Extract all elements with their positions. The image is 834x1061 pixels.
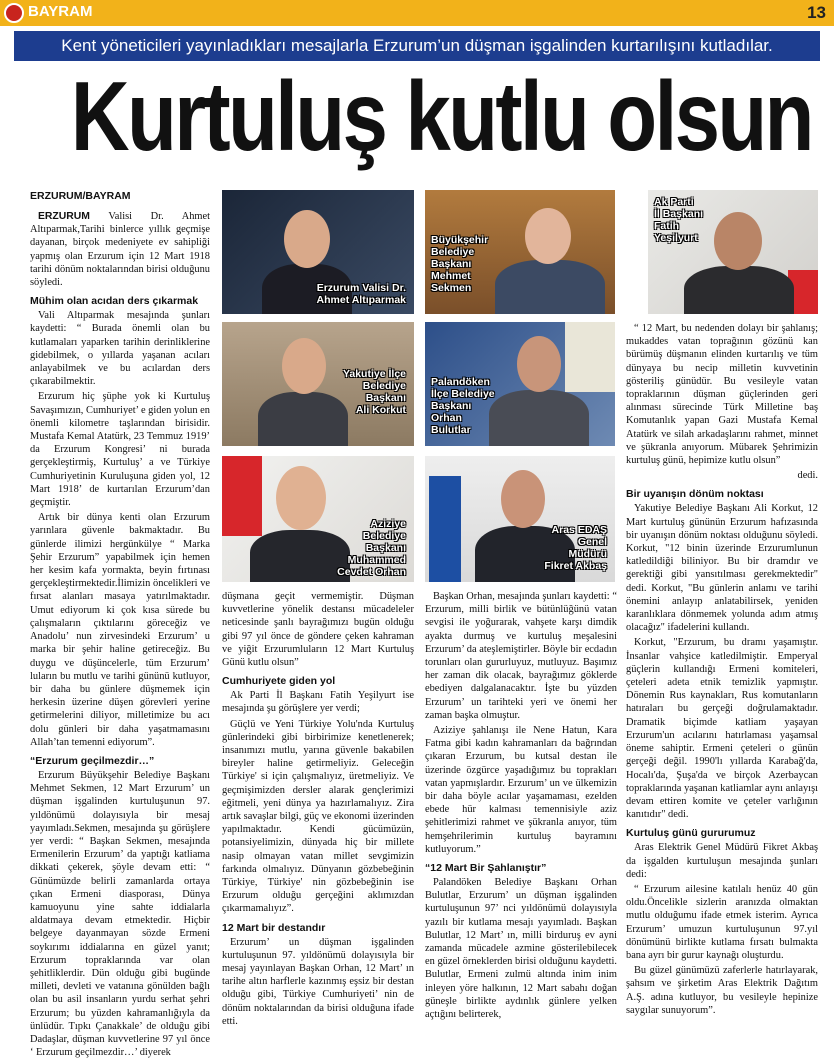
- subheading: Cumhuriyete giden yol: [222, 675, 336, 688]
- paragraph: “ Erzurum ailesine katılalı henüz 40 gün oldu.Öncelikle sizlerin aranızda olmaktan mutlu olduğumu ifade etmek isterim. Ayrıca Erzurum’ umuzun kurtuluşunun 97.yıl dönümünü birlikte kutlama fırsatı bulmakta bana ayrı bir gurur kaynağı oluşturdu.: [626, 883, 818, 961]
- photo-caption: Erzurum Valisi Dr. Ahmet Altıparmak: [316, 282, 406, 306]
- paragraph: “ 12 Mart, bu nedenden dolayı bir şahlanış; mukaddes vatan toprağının gözünü kan bürümüş düşmanın elinden kurtarılış ve tüm dünyaya bu necip milletin kuvvetinin gösteriliş günüdür. Bu vesileyle vatan topraklarının düşman güçlerinden geri alınması sürecinde Türk Milletine baş Komutanlık yapan Gazi Mustafa Kemal Atatürk ve silah arkadaşlarını rahmet, minnet ve şükranla anıyorum. Mübarek Şehrimizin kurtuluş günü, hepimize kutlu olsun”: [626, 323, 818, 467]
- subheading: 12 Mart bir destandır: [222, 921, 326, 934]
- article-column-3: [425, 590, 617, 1023]
- paragraph: Ak Parti İl Başkanı Fatih Yeşilyurt ise mesajında şu görüşlere yer verdi;: [222, 690, 414, 715]
- paragraph: Aziziye şahlanışı ile Nene Hatun, Kara Fatma gibi kadın kahramanları da bağrından çıkaran Erzurum, bu kutsal destan ile üzerinde özgürce yaşadığımız bu toprakları vatan yapmışlardır. Erzurum’ un ve ülkemizin bir daha böyle acılar yaşamaması, ezelden ebede hür kalması temennisiyle aziz şehitlerimizi rahmet ve şükranla anıyor, tüm hemşehrilerimin kurtuluş bayramını kutluyorum.”: [425, 725, 617, 855]
- article-column-2: [222, 590, 414, 1030]
- subheading: Mühim olan acıdan ders çıkarmak: [30, 295, 199, 308]
- headline: Kurtuluş kutlu olsun: [70, 61, 812, 171]
- photo-caption: Aziziye Belediye Başkanı Muhammed Cevdet Orhan: [337, 518, 406, 578]
- photo-aziziye-mayor: [222, 456, 414, 582]
- strapline-text: Kent yöneticileri yayınladıkları mesajlarla Erzurum’un düşman işgalinden kurtarılışını kutladılar.: [61, 36, 773, 55]
- photo-party-chairman: [648, 190, 818, 314]
- photo-caption: Büyükşehir Belediye Başkanı Mehmet Sekmen: [431, 234, 489, 294]
- photo-caption: Yakutiye İlçe Belediye Başkanı Ali Korkut: [342, 368, 406, 416]
- newspaper-logo-icon: [4, 3, 24, 23]
- lead-paragraph: [30, 210, 210, 289]
- paragraph: Yakutiye Belediye Başkanı Ali Korkut, 12 Mart kurtuluş gününün Erzurum hafızasında bir uyanışın dönüm noktası olduğunu söyledi. Korkut, "12 binin üzerinde Erzurumlunun katledildiği biliniyor. Bu bir dramdır ve gerektiği gibi yansıtılması gerekmektedir" dedi. Korkut, "Bu günlerin anlamı ve tarihi önemini anlayıp anlatabilirsek, yeniden karanlıklara dönmemek yolunda adım atmış olacağız" ifadelerini kullandı.: [626, 503, 818, 634]
- subheading: Kurtuluş günü gururumuz: [626, 827, 756, 840]
- subheading: “Erzurum geçilmezdir…”: [30, 754, 155, 767]
- paragraph: Erzurum Büyükşehir Belediye Başkanı Mehmet Sekmen, 12 Mart Erzurum’ un düşman işgalinden kurtuluşunun 97. yıldönümü dolayısıyla bir mesaj yayımladı.Sekmen, mesajında şu görüşlere yer verdi: “ Başkan Sekmen, mesajında Ermenilerin Erzurum’ da yaptığı katliama dikkati çekerek, şöyle devam etti: “ Günümüzde belirli zamanlarda ortaya çıkan Ermeni diasporası, Dünya kamuoyunu yine sahte iddialarla aldatmaya devam etmektedir. Hiçbir belgeye dayanmayan sözde Ermeni soykırımı iddialarına en güzel yanıt; Erzurum topraklarında var olan şehitliklerdir. Dün olduğu gibi bugünde milleti, devleti ve vatanına gönülden bağlı olan bu asil insanların yurdu serhat şehri Erzurum; bu yüzden kahramanlığıyla da ünlüdür. Tıpkı Çanakkale’ de olduğu gibi Dadaşlar, düşman kuvvetlerine 97 yıl önce ‘ Erzurum geçilmezdir…’ diyerek: [30, 769, 210, 1059]
- photo-aras-edas-manager: [425, 456, 615, 582]
- lead-text: Valisi Dr. Ahmet Altıparmak,Tarihi binlerce yıllık geçmişe dayanan, birçok medeniyete ev sahipliği yapmış olan Erzurum için 12 Mart 1918 tarihi dönüm noktalarından birisi olduğunu söyledi.: [30, 211, 210, 289]
- page-number: 13: [807, 3, 826, 22]
- subheading: “12 Mart Bir Şahlanıştır”: [425, 862, 547, 875]
- paragraph: Güçlü ve Yeni Türkiye Yolu'nda Kurtuluş günlerindeki gibi birbirimize kenetlenerek; insanımızı mutlu, yarına güvenle bakabilen bireyler haline getirmeliyiz. Geleceğin Türkiye' si için çalışmalıyız, üretmeliyiz. Ve geçmişimizden dersler alarak gençlerimizi eğitmeli, yeni dünya ya hazırlamalıyız. Zira artık savaşlar bilgi, güç ve ekonomi üzerinden yapılmaktadır. Kendi gücümüzün, potansiyelimizin, dünyada hiç bir millete nasip olmayan vatan millet sevgimizin farkında olmalıyız. Dünyanın gözbebeğinin Türkiye, Türkiye' nin gözbebeğinin ise Erzurum olduğu gerçeğini aklımızdan çıkarmamalıyız”.: [222, 718, 414, 915]
- article-column-1: [30, 190, 210, 1061]
- photo-governor: [222, 190, 414, 314]
- photo-caption: Ak Parti İl Başkanı Fatih Yeşilyurt: [654, 196, 704, 244]
- section-name: BAYRAM: [28, 3, 93, 20]
- paragraph: Erzurum hiç şüphe yok ki Kurtuluş Savaşımızın, Cumhuriyet’ e giden yolun en önemli kilometre taşlarından birisidir. Mustafa Kemal Atatürk, 23 Temmuz 1919’ da Erzurum Kongresi’ ni burada gerçekleştirmiş, Kurtuluş’ a ve Türkiye Cumhuriyetinin Kuruluşuna giden yol, 12 Mart 1918’ de kurtarılan Erzurum’dan geçmiştir.: [30, 391, 210, 509]
- photo-caption: Palandöken İlçe Belediye Başkanı Orhan Bulutlar: [431, 376, 495, 436]
- subheading: Bir uyanışın dönüm noktası: [626, 488, 764, 501]
- paragraph: Korkut, "Erzurum, bu dramı yaşamıştır. İnsanlar vahşice katledilmiştir. Emperyal güçlerin kullandığı Ermeni komiteleri, çeteleri adeta etnik temizlik yapmıştır. Dönemin Rus kaynakları, Rus komutanların hatıraları bu gerçeği doğrulamaktadır. Dramatik biçimde katliam yaşayan Erzurum'un acılarını hatırlaması yaşamsal önemе sahiptir. Ermeni çeteleri o günün gerçeği değil. 1990'lı yıllarda Karabağ'da, Hocalı'da, Şuşa'da ve birçok Azerbaycan topraklarında yaşanan katliamlar aynı anlayışı devam ettiren komite ve çeteler varlığının kanıtıdır" dedi.: [626, 637, 818, 821]
- paragraph: Erzurum’ un düşman işgalinden kurtuluşunun 97. yıldönümü dolayısıyla bir mesaj yayınlayan Başkan Orhan, 12 Mart’ ın tarihe altın harflerle kazınmış eşsiz bir destan olduğu gibi, Türkiye Cumhuriyeti’ nin de dönüm noktalarından da birisi olduğuna ifade etti.: [222, 936, 414, 1027]
- paragraph: Artık bir dünya kenti olan Erzurum yarınlara güvenle bakmaktadır. Bu günlerde ilimizi hergünkülye “ Marka Şehir Erzurum” yapabilmek için hemen her kesim kafa yormakta, beyin fırtınası gerçekleştirmektedir.İlimizin öncelikleri ve fırsat alanları masaya yatırılmaktadır. Umut ediyorum ki çok kısa sürede bu çalışmaların çıktılarını göreceğiz ve Anadolu’ nun zirvesindeki Erzurum’ u marka bir şehir haline getireceğiz. Bu duygu ve düşüncelerle, tüm Erzurum’ luların bu mutlu ve tarihi gününü kutluyor, bir daha bu günlere düşmemek için herkesin üzerine düşen görevleri yerine getirmelerini diliyor, milletimize bu acı dolu günleri bir daha yaşatmamasını Allah’tan temenni ediyorum”.: [30, 512, 210, 748]
- photo-yakutiye-mayor: [222, 322, 414, 446]
- paragraph: Palandöken Belediye Başkanı Orhan Bulutlar, Erzurum’ un düşman işgalinden kurtuluşunun 97’ nci yıldönümü dolayısıyla yazılı bir kutlama mesajı yayımladı. Başkan Bulutlar, 12 Mart’ ın, milli birduruş ev ayni zamanda mücadele azmine gösterilebilecek en güzel örneklerden birisi olduğunu kaydetti. Bulutlar, Ermeni zulmü altında inim inim inleyen yöre halkının, 12 Mart sabahı doğan güneşle birlikte aydınlık günlere yelken açtığını belirterek,: [425, 877, 617, 1021]
- paragraph: Bu güzel günümüzü zaferlerle hatırlayarak, şahsım ve şirketim Aras Elektrik Dağıtım A.Ş. adına kutluyor, bu vesileyle hepinize saygılar sunuyorum”.: [626, 965, 818, 1016]
- article-column-4: [626, 322, 818, 1019]
- paragraph: Aras Elektrik Genel Müdürü Fikret Akbaş da işgalden kurtuluşun mesajında şunları dedi:: [626, 842, 818, 880]
- paragraph: Başkan Orhan, mesajında şunları kaydetti: “ Erzurum, milli birlik ve bütünlüğünü vatan sevgisi ile yoğurarak, vahşete karşı dimdik ayakta durmuş ve kurtuluş meşalesini Erzurum’ da ateşlemiştirler. Böyle bir ecdadın torunları olan gururluyuz, mutluyuz. Başımız her zaman dik olacak, bayrağımız göklerde ebediyen dalgalanacaktır. İşte bu yüzden Erzurum’ un tarihteki yeri ve önemi her zaman başka olmuştur.: [425, 591, 617, 721]
- photo-metropolitan-mayor: [425, 190, 615, 314]
- photo-palandoken-mayor: [425, 322, 615, 446]
- section-header-bar: [0, 0, 834, 26]
- paragraph-end: dedi.: [797, 470, 818, 482]
- paragraph: Vali Altıparmak mesajında şunları kaydetti: “ Burada önemli olan bu kutlamaları yaparken tarihin derinliklerine gidebilmek, o yıllarda yaşanan acıları anlayabilmek ve bu acılardan ders çıkarabilmektir.: [30, 310, 210, 388]
- lead-word: ERZURUM: [38, 211, 90, 222]
- dateline: ERZURUM/BAYRAM: [30, 190, 131, 202]
- photo-caption: Aras EDAŞ Genel Müdürü Fikret Akbaş: [544, 524, 607, 572]
- paragraph: düşmana geçit vermemiştir. Düşman kuvvetlerine yönelik destansı mücadeleler neticesinde şanlı bayrağımızı bugün olduğu gibi 97 yıl önce de gönderе çeken kahraman ve yiğit Erzurumluların 12 Mart Kurtuluş Günü kutlu olsun”: [222, 591, 414, 669]
